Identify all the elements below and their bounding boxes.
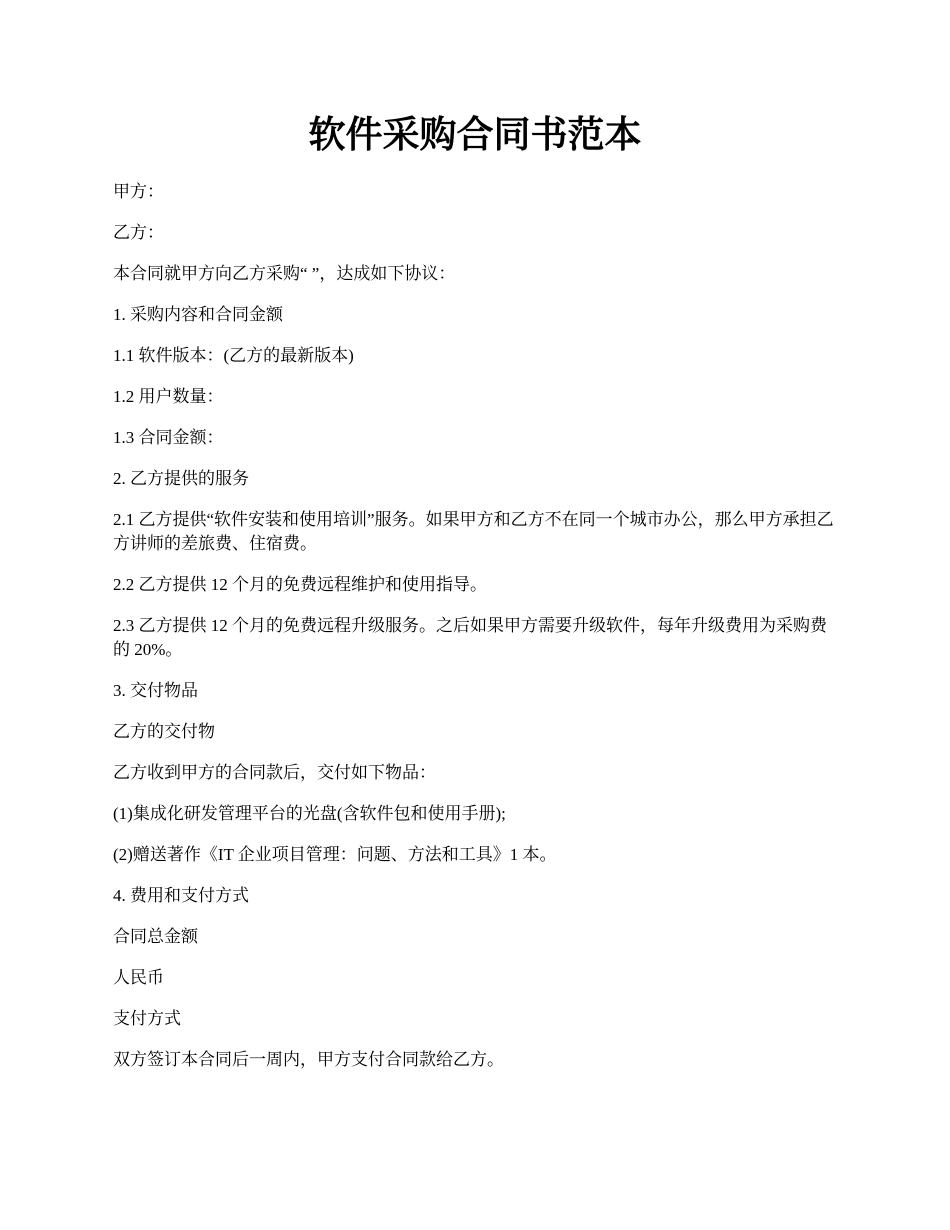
intro-paragraph: 本合同就甲方向乙方采购“ ”，达成如下协议： xyxy=(113,264,456,283)
clause-2-3: 2.3 乙方提供 12 个月的免费远程升级服务。之后如果甲方需要升级软件，每年升级费用为采购费的 20%。 xyxy=(113,616,827,659)
section-1-heading: 1. 采购内容和合同金额 xyxy=(113,305,283,324)
party-a-line: 甲方： xyxy=(113,182,164,201)
party-b-line: 乙方： xyxy=(113,223,164,242)
clause-2-1: 2.1 乙方提供“软件安装和使用培训”服务。如果甲方和乙方不在同一个城市办公，那么甲方承担乙方讲师的差旅费、住宿费。 xyxy=(113,510,834,553)
deliverables-subheading: 乙方的交付物 xyxy=(113,722,215,741)
clause-1-1: 1.1 软件版本：(乙方的最新版本) xyxy=(113,346,354,365)
payment-method-label: 支付方式 xyxy=(113,1009,181,1028)
section-4-heading: 4. 费用和支付方式 xyxy=(113,886,249,905)
clause-2-2: 2.2 乙方提供 12 个月的免费远程维护和使用指导。 xyxy=(113,575,487,594)
section-3-heading: 3. 交付物品 xyxy=(113,681,198,700)
document-body xyxy=(113,180,843,1089)
section-2-heading: 2. 乙方提供的服务 xyxy=(113,469,249,488)
deliverables-intro: 乙方收到甲方的合同款后，交付如下物品： xyxy=(113,763,436,782)
currency-label: 人民币 xyxy=(113,968,164,987)
clause-1-2: 1.2 用户数量： xyxy=(113,387,224,406)
total-amount-label: 合同总金额 xyxy=(113,927,198,946)
payment-terms: 双方签订本合同后一周内，甲方支付合同款给乙方。 xyxy=(113,1050,504,1069)
clause-1-3: 1.3 合同金额： xyxy=(113,428,224,447)
document-title: 软件采购合同书范本 xyxy=(308,115,642,156)
deliverable-item-1: (1)集成化研发管理平台的光盘(含软件包和使用手册); xyxy=(113,804,506,823)
deliverable-item-2: (2)赠送著作《IT 企业项目管理：问题、方法和工具》1 本。 xyxy=(113,845,557,864)
